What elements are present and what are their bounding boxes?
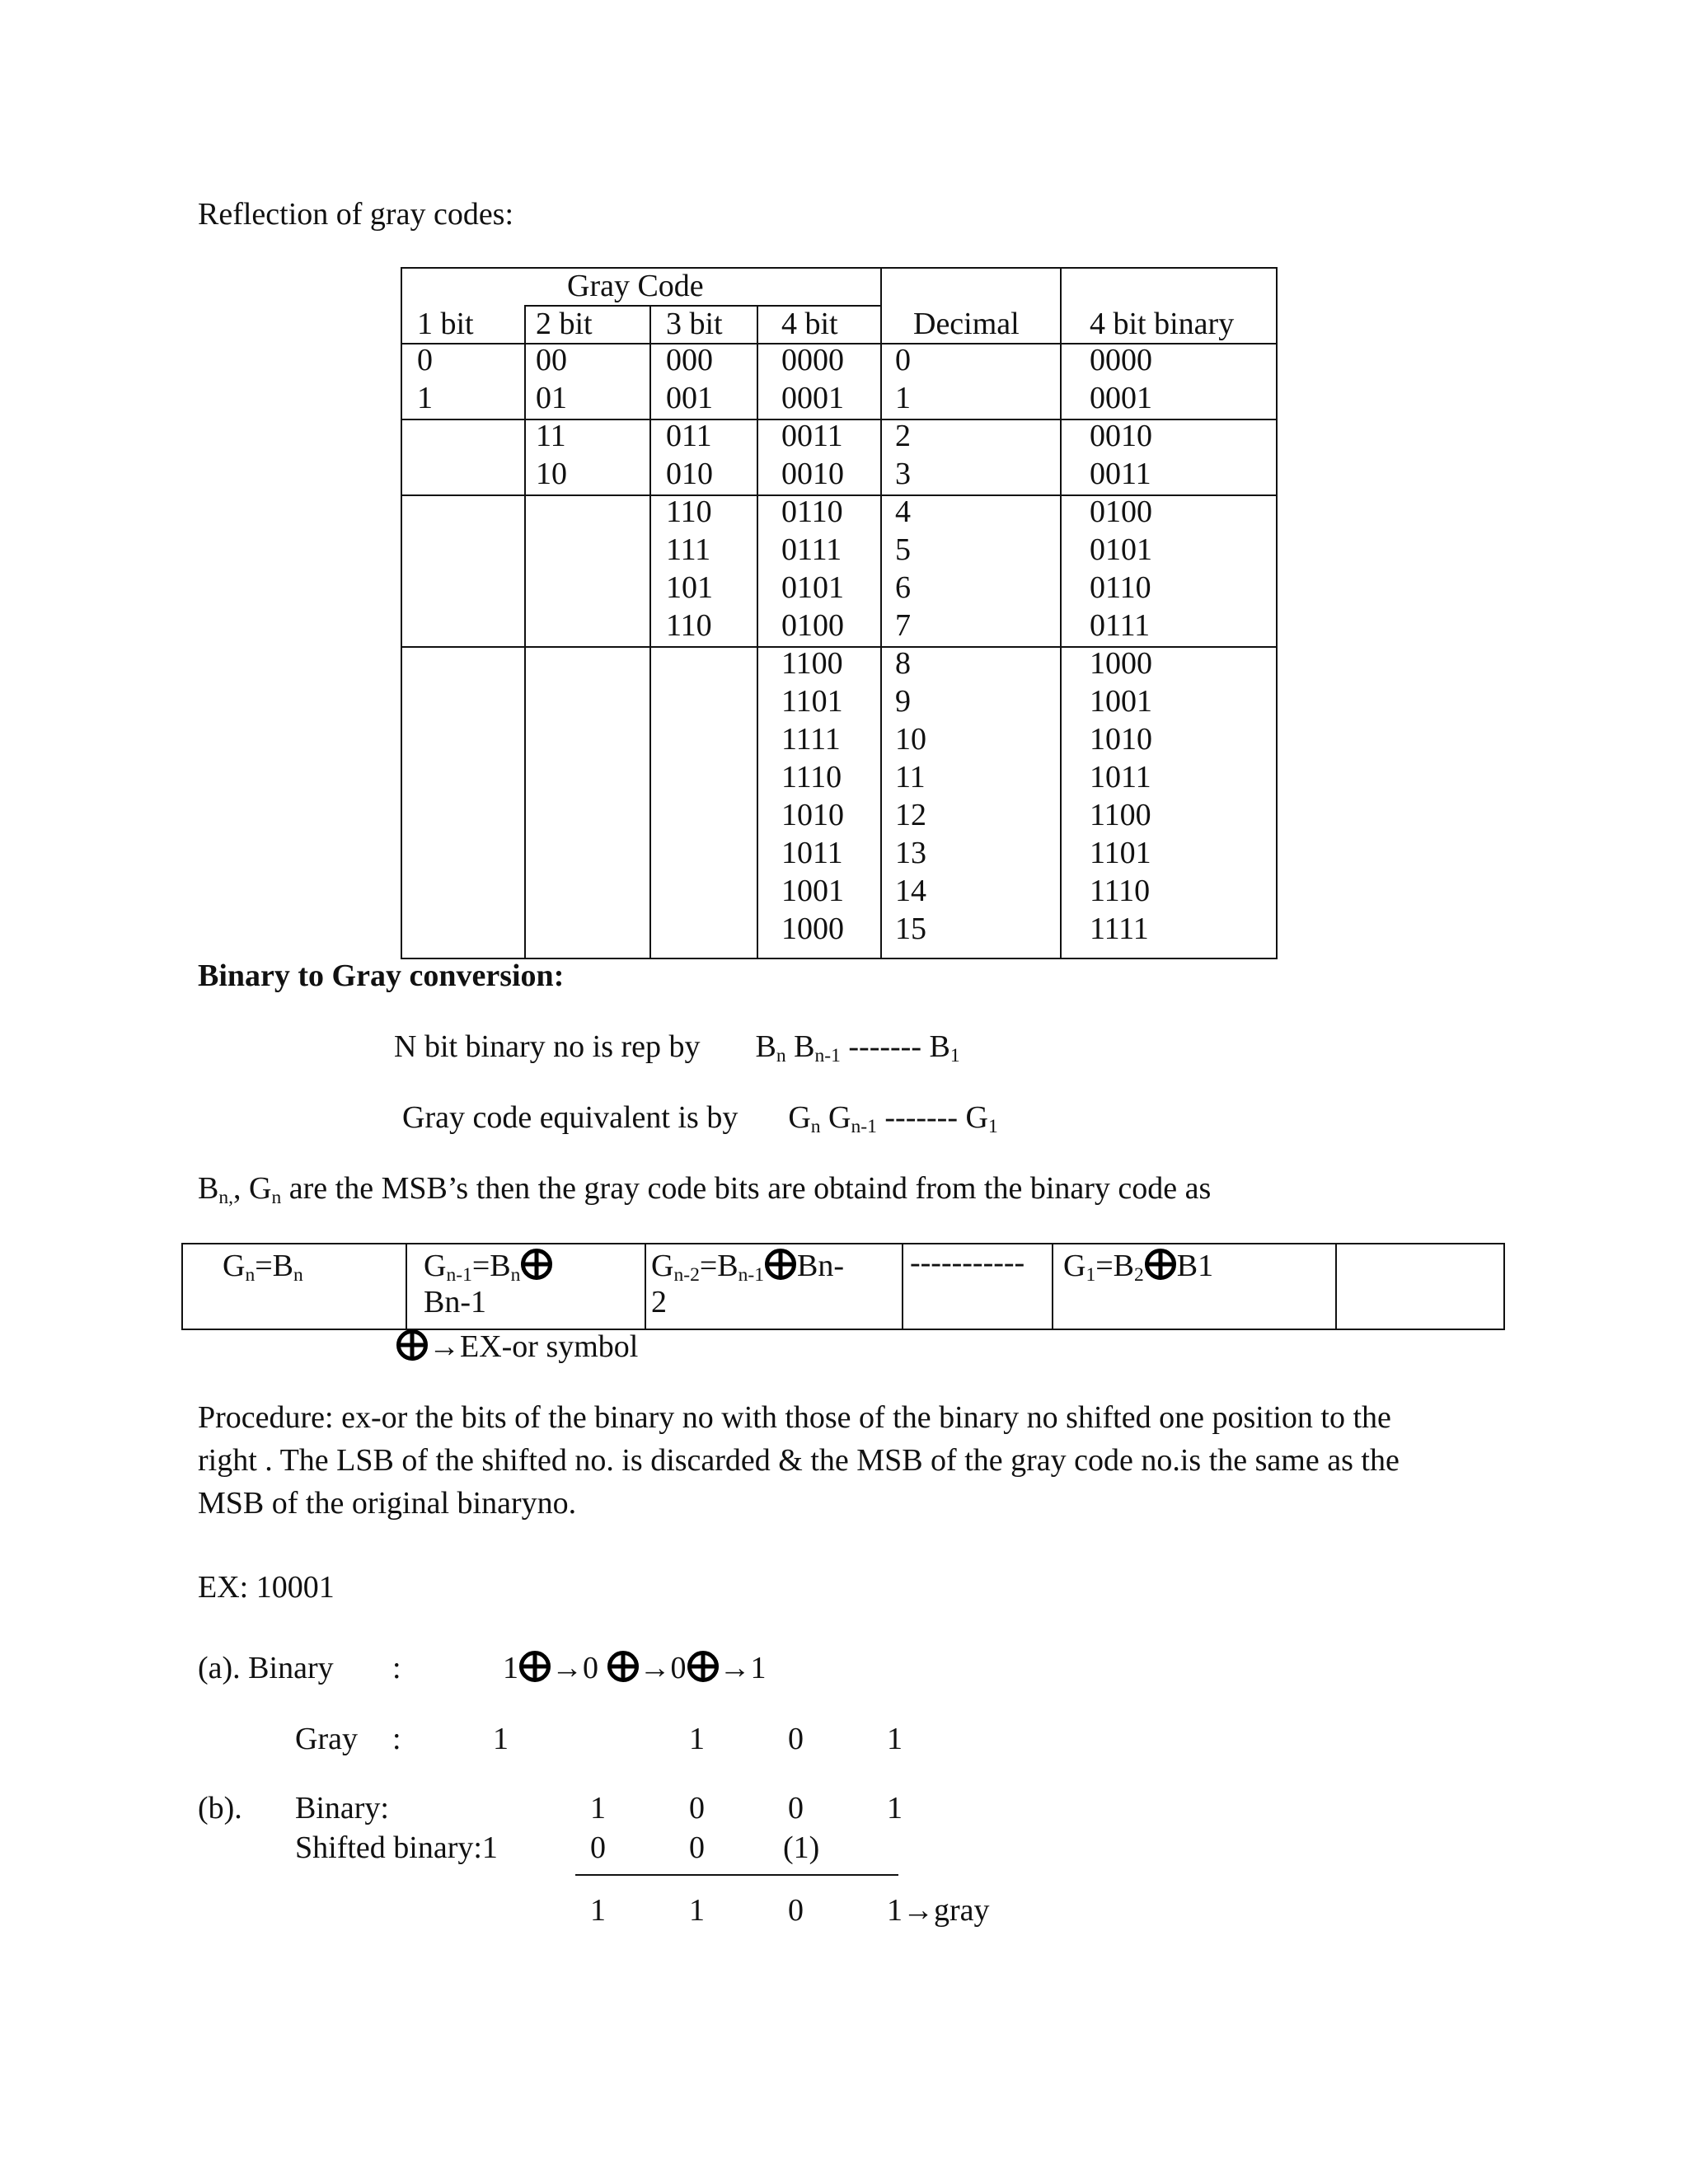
cell-4bit: 0101 xyxy=(781,570,844,605)
cell-4bit: 0000 xyxy=(781,343,844,377)
msb-rest: are the MSB’s then the gray code bits are obtaind from the binary code as xyxy=(281,1171,1212,1206)
cell-3bit: 010 xyxy=(666,457,713,491)
b-symbol: B xyxy=(929,1029,950,1064)
cell-4bit: 0111 xyxy=(781,532,842,567)
xor-icon xyxy=(607,1650,640,1683)
msb-sub2: n xyxy=(271,1186,282,1208)
cell-3bit: 000 xyxy=(666,343,713,377)
gray-code-table xyxy=(401,267,1278,959)
part-a-label: (a). Binary xyxy=(198,1651,334,1685)
binary-bit: 0 xyxy=(689,1791,705,1825)
cell-4bit: 0010 xyxy=(781,457,844,491)
msb-b: B xyxy=(198,1171,219,1206)
sub: n xyxy=(510,1263,521,1286)
cell-decimal: 0 xyxy=(895,343,911,377)
col-header-1bit: 1 bit xyxy=(417,307,474,341)
cell-4bit-binary: 0100 xyxy=(1090,494,1152,529)
result-bit: 1 xyxy=(590,1893,606,1928)
eq: =B xyxy=(255,1249,294,1283)
section-heading-conversion: Binary to Gray conversion: xyxy=(198,958,565,993)
cell-4bit-binary: 0111 xyxy=(1090,608,1151,643)
eq: =B xyxy=(1095,1249,1135,1283)
col-header-4bit-binary: 4 bit binary xyxy=(1090,307,1235,341)
result-last: 1→gray xyxy=(887,1893,990,1928)
cell-2bit: 01 xyxy=(536,381,567,415)
g-sub-1: 1 xyxy=(987,1115,998,1137)
tail: Bn- xyxy=(797,1249,845,1283)
cell-4bit: 0110 xyxy=(781,494,843,529)
cell-4bit: 1111 xyxy=(781,722,841,757)
cell-4bit: 0100 xyxy=(781,608,844,643)
col-header-decimal: Decimal xyxy=(913,307,1020,341)
cell-2bit: 11 xyxy=(536,419,566,453)
conv-cell-gn xyxy=(223,1248,303,1284)
b-sub-n: n xyxy=(776,1044,786,1066)
col-header-2bit: 2 bit xyxy=(536,307,593,341)
msb-statement xyxy=(198,1170,1211,1207)
cell-4bit-binary: 1011 xyxy=(1090,760,1151,794)
cell-decimal: 1 xyxy=(895,381,911,415)
shifted-label xyxy=(295,1830,498,1866)
cell-4bit-binary: 1000 xyxy=(1090,646,1152,681)
cell-3bit: 001 xyxy=(666,381,713,415)
procedure-line-1: Procedure: ex-or the bits of the binary no with those of the binary no shifted one position to the xyxy=(198,1400,1391,1435)
g: G xyxy=(651,1249,674,1283)
sub: n-1 xyxy=(738,1263,765,1286)
g: G xyxy=(1063,1249,1086,1283)
cell-decimal: 10 xyxy=(895,722,926,757)
cell-2bit: 00 xyxy=(536,343,567,377)
xor-icon xyxy=(764,1248,797,1281)
arrow: →1 xyxy=(719,1651,767,1685)
dashes: ------- xyxy=(884,1100,958,1135)
cell-3bit: 111 xyxy=(666,532,711,567)
cell-decimal: 14 xyxy=(895,874,926,908)
cell-4bit: 1011 xyxy=(781,836,843,870)
col-divider xyxy=(406,1244,407,1329)
example-label: EX: 10001 xyxy=(198,1570,335,1605)
cell-4bit: 1101 xyxy=(781,684,843,719)
g: G xyxy=(424,1249,447,1283)
binary-bit: 1 xyxy=(590,1791,606,1825)
cell-decimal: 2 xyxy=(895,419,911,453)
cell-4bit-binary: 0011 xyxy=(1090,457,1151,491)
cell-decimal: 9 xyxy=(895,684,911,719)
cell-4bit: 1010 xyxy=(781,798,844,832)
xor-icon xyxy=(396,1329,429,1361)
xor-icon xyxy=(1144,1248,1177,1281)
conv-cell-gn2 xyxy=(651,1248,844,1284)
gray-label: Gray xyxy=(295,1722,358,1756)
part-a-expression xyxy=(503,1650,767,1686)
sub: n-2 xyxy=(673,1263,700,1286)
cell-decimal: 4 xyxy=(895,494,911,529)
procedure-line-3: MSB of the original binaryno. xyxy=(198,1486,577,1521)
cell-decimal: 11 xyxy=(895,760,926,794)
cell-3bit: 110 xyxy=(666,494,712,529)
graycode-eq-line xyxy=(402,1099,998,1136)
result-bit: 1 xyxy=(689,1893,705,1928)
cell-3bit: 101 xyxy=(666,570,713,605)
gray-bit: 1 xyxy=(689,1722,705,1756)
msb-mid: , G xyxy=(233,1171,272,1206)
msb-sub: n, xyxy=(218,1186,234,1208)
procedure-line-2: right . The LSB of the shifted no. is discarded & the MSB of the gray code no.is the same as the xyxy=(198,1443,1400,1478)
nbit-line xyxy=(394,1029,960,1065)
dashes: ------- xyxy=(848,1029,921,1064)
table-border-left xyxy=(401,267,402,959)
shifted-bit: (1) xyxy=(783,1830,820,1865)
conv-cell-gn2-line2: 2 xyxy=(651,1285,667,1319)
sub: n xyxy=(245,1263,256,1286)
section-heading-reflection: Reflection of gray codes: xyxy=(198,197,514,232)
b-symbol: B xyxy=(755,1029,776,1064)
part-b-label: (b). xyxy=(198,1791,242,1825)
cell-4bit-binary: 1001 xyxy=(1090,684,1152,719)
cell-4bit-binary: 0110 xyxy=(1090,570,1151,605)
arrow: →0 xyxy=(551,1651,598,1685)
b-sub-n1: n-1 xyxy=(814,1044,841,1066)
col-divider xyxy=(902,1244,903,1329)
col-divider xyxy=(757,305,758,959)
sum-rule xyxy=(575,1874,898,1876)
cell-1bit: 0 xyxy=(417,343,433,377)
cell-decimal: 7 xyxy=(895,608,911,643)
cell-decimal: 13 xyxy=(895,836,926,870)
result-bit: 0 xyxy=(788,1893,804,1928)
table-border-right xyxy=(1276,267,1278,959)
b-symbol: B xyxy=(794,1029,815,1064)
cell-4bit-binary: 0010 xyxy=(1090,419,1152,453)
cell-4bit: 0011 xyxy=(781,419,843,453)
cell-3bit: 110 xyxy=(666,608,712,643)
xor-icon xyxy=(518,1650,551,1683)
conv-cell-g1 xyxy=(1063,1248,1213,1284)
cell-4bit-binary: 0001 xyxy=(1090,381,1152,415)
conv-cell-gn1 xyxy=(424,1248,553,1284)
sub: n-1 xyxy=(446,1263,472,1286)
cell-3bit: 011 xyxy=(666,419,712,453)
gray-code-header: Gray Code xyxy=(567,269,704,303)
g-sub-n: n xyxy=(810,1115,821,1137)
eq: =B xyxy=(471,1249,511,1283)
cell-4bit-binary: 1110 xyxy=(1090,874,1151,908)
g-sub-n1: n-1 xyxy=(851,1115,877,1137)
xor-icon xyxy=(687,1650,720,1683)
cell-4bit-binary: 0101 xyxy=(1090,532,1152,567)
col-header-4bit: 4 bit xyxy=(781,307,838,341)
cell-decimal: 15 xyxy=(895,912,926,946)
col-header-3bit: 3 bit xyxy=(666,307,723,341)
cell-4bit-binary: 1100 xyxy=(1090,798,1151,832)
shifted-bit: 1 xyxy=(481,1830,498,1865)
sub: n xyxy=(293,1263,303,1286)
col-divider xyxy=(880,267,882,959)
cell-4bit-binary: 1010 xyxy=(1090,722,1152,757)
cell-4bit: 1110 xyxy=(781,760,842,794)
cell-decimal: 12 xyxy=(895,798,926,832)
shifted-bit: 0 xyxy=(689,1830,705,1865)
graycode-eq-label: Gray code equivalent is by xyxy=(402,1100,738,1135)
conv-cell-gn1-line2: Bn-1 xyxy=(424,1285,486,1319)
g-symbol: G xyxy=(828,1100,851,1135)
table-border-top xyxy=(401,267,1278,269)
eq: =B xyxy=(699,1249,738,1283)
arrow: →0 xyxy=(639,1651,687,1685)
binary-bit: 0 xyxy=(788,1791,804,1825)
binary-label: Binary: xyxy=(295,1791,389,1825)
cell-4bit-binary: 0000 xyxy=(1090,343,1152,377)
col-divider xyxy=(524,305,526,959)
conv-cell-dashes: ----------- xyxy=(910,1245,1025,1280)
col-divider xyxy=(649,305,651,959)
col-divider xyxy=(1052,1244,1053,1329)
shifted-bit: 0 xyxy=(590,1830,606,1865)
shifted-label-text: Shifted binary: xyxy=(295,1830,482,1865)
binary-bit: 1 xyxy=(887,1791,903,1825)
cell-4bit: 1000 xyxy=(781,912,844,946)
conversion-table xyxy=(181,1243,1505,1330)
cell-4bit-binary: 1101 xyxy=(1090,836,1151,870)
cell-1bit: 1 xyxy=(417,381,433,415)
cell-4bit: 1001 xyxy=(781,874,844,908)
sub: 2 xyxy=(1134,1263,1144,1286)
cell-decimal: 8 xyxy=(895,646,911,681)
col-divider xyxy=(1335,1244,1337,1329)
col-divider xyxy=(645,1244,646,1329)
cell-4bit-binary: 1111 xyxy=(1090,912,1149,946)
g-symbol: G xyxy=(788,1100,811,1135)
gray-bit: 1 xyxy=(887,1722,903,1756)
gray-colon: : xyxy=(392,1722,401,1756)
cell-4bit: 0001 xyxy=(781,381,844,415)
b-sub-1: 1 xyxy=(950,1044,960,1066)
gray-bit: 1 xyxy=(493,1722,509,1756)
g-symbol: G xyxy=(965,1100,988,1135)
xor-legend xyxy=(396,1329,638,1365)
sub: 1 xyxy=(1085,1263,1096,1286)
g: G xyxy=(223,1249,246,1283)
bit: 1 xyxy=(503,1651,518,1685)
tail: B1 xyxy=(1176,1249,1214,1283)
cell-4bit: 1100 xyxy=(781,646,843,681)
gray-bit: 0 xyxy=(788,1722,804,1756)
part-a-colon: : xyxy=(392,1651,401,1685)
xor-legend-text: →EX-or symbol xyxy=(429,1329,639,1364)
cell-decimal: 3 xyxy=(895,457,911,491)
xor-icon xyxy=(520,1248,553,1281)
cell-decimal: 5 xyxy=(895,532,911,567)
cell-2bit: 10 xyxy=(536,457,567,491)
nbit-label: N bit binary no is rep by xyxy=(394,1029,701,1064)
col-divider xyxy=(1060,267,1062,959)
cell-decimal: 6 xyxy=(895,570,911,605)
